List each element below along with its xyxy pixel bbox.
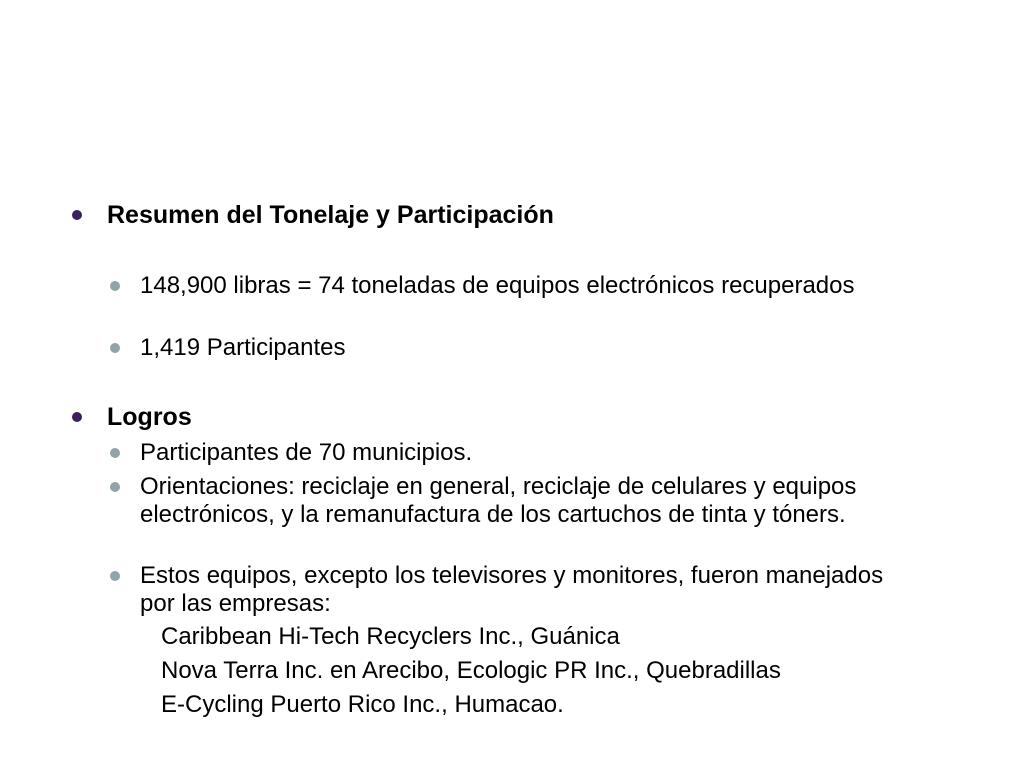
bullet-icon [110, 482, 120, 492]
bullet-icon [72, 412, 82, 422]
bullet-icon [110, 281, 120, 291]
heading-text: Logros [107, 403, 192, 431]
bullet-icon [72, 210, 82, 220]
bullet-icon [110, 571, 120, 581]
company-line: Nova Terra Inc. en Arecibo, Ecologic PR Inc., Quebradillas [161, 657, 781, 684]
company-line: Caribbean Hi-Tech Recyclers Inc., Guánica [161, 623, 620, 650]
list-item-text: 1,419 Participantes [140, 334, 346, 361]
list-item-text: Orientaciones: reciclaje en general, reciclaje de celulares y equipos electrónicos, y la remanufactura de los cartuchos de tinta y tóners. [140, 473, 857, 528]
list-item-text: 148,900 libras = 74 toneladas de equipos electrónicos recuperados [140, 272, 855, 299]
heading-text: Resumen del Tonelaje y Participación [107, 201, 554, 229]
list-item [110, 439, 900, 467]
list-item-text: Estos equipos, excepto los televisores y monitores, fueron manejados por las empresas: [140, 562, 884, 617]
company-line: E-Cycling Puerto Rico Inc., Humacao. [161, 691, 564, 718]
list-item [110, 334, 900, 362]
bullet-icon [110, 448, 120, 458]
list-item [110, 562, 900, 618]
bullet-icon [110, 343, 120, 353]
list-item [110, 272, 900, 300]
list-item [110, 473, 900, 529]
list-item-text: Participantes de 70 municipios. [140, 439, 473, 466]
